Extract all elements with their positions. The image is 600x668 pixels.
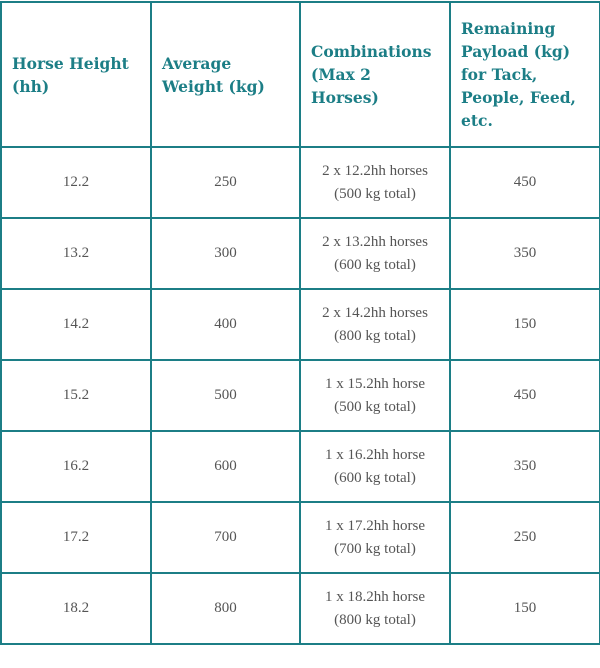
combination-count: 1 x 17.2hh horse [325, 517, 425, 534]
combination-total: (500 kg total) [334, 398, 416, 415]
combination-total: (600 kg total) [334, 469, 416, 486]
table-row [1, 502, 600, 573]
cell-remaining-payload: 150 [450, 289, 600, 360]
combination-count: 2 x 13.2hh horses [322, 233, 428, 250]
cell-average-weight: 700 [151, 502, 300, 573]
cell-combination [300, 147, 450, 218]
cell-horse-height: 18.2 [1, 573, 151, 644]
combination-count: 2 x 14.2hh horses [322, 304, 428, 321]
combination-total: (800 kg total) [334, 611, 416, 628]
combination-count: 1 x 15.2hh horse [325, 375, 425, 392]
cell-average-weight: 250 [151, 147, 300, 218]
combination-total: (500 kg total) [334, 185, 416, 202]
combination-total: (800 kg total) [334, 327, 416, 344]
cell-combination [300, 360, 450, 431]
header-remaining-payload: Remaining Payload (kg) for Tack, People, Feed, etc. [450, 2, 600, 147]
cell-horse-height: 13.2 [1, 218, 151, 289]
cell-combination [300, 289, 450, 360]
header-horse-height: Horse Height (hh) [1, 2, 151, 147]
cell-remaining-payload: 350 [450, 431, 600, 502]
table-row [1, 218, 600, 289]
cell-combination [300, 431, 450, 502]
header-average-weight: Average Weight (kg) [151, 2, 300, 147]
table-row [1, 360, 600, 431]
cell-combination [300, 573, 450, 644]
cell-average-weight: 800 [151, 573, 300, 644]
combination-count: 2 x 12.2hh horses [322, 162, 428, 179]
cell-horse-height: 17.2 [1, 502, 151, 573]
cell-horse-height: 14.2 [1, 289, 151, 360]
cell-average-weight: 600 [151, 431, 300, 502]
cell-remaining-payload: 450 [450, 147, 600, 218]
cell-remaining-payload: 450 [450, 360, 600, 431]
cell-combination [300, 502, 450, 573]
combination-total: (600 kg total) [334, 256, 416, 273]
cell-average-weight: 300 [151, 218, 300, 289]
cell-remaining-payload: 350 [450, 218, 600, 289]
cell-average-weight: 500 [151, 360, 300, 431]
cell-average-weight: 400 [151, 289, 300, 360]
cell-horse-height: 12.2 [1, 147, 151, 218]
cell-horse-height: 16.2 [1, 431, 151, 502]
header-combinations: Combinations (Max 2 Horses) [300, 2, 450, 147]
combination-total: (700 kg total) [334, 540, 416, 557]
cell-combination [300, 218, 450, 289]
table-row [1, 573, 600, 644]
cell-horse-height: 15.2 [1, 360, 151, 431]
table-row [1, 431, 600, 502]
cell-remaining-payload: 150 [450, 573, 600, 644]
combination-count: 1 x 16.2hh horse [325, 446, 425, 463]
table-header-row [1, 2, 600, 147]
combination-count: 1 x 18.2hh horse [325, 588, 425, 605]
cell-remaining-payload: 250 [450, 502, 600, 573]
horse-payload-table [0, 1, 600, 645]
table-row [1, 147, 600, 218]
table-row [1, 289, 600, 360]
